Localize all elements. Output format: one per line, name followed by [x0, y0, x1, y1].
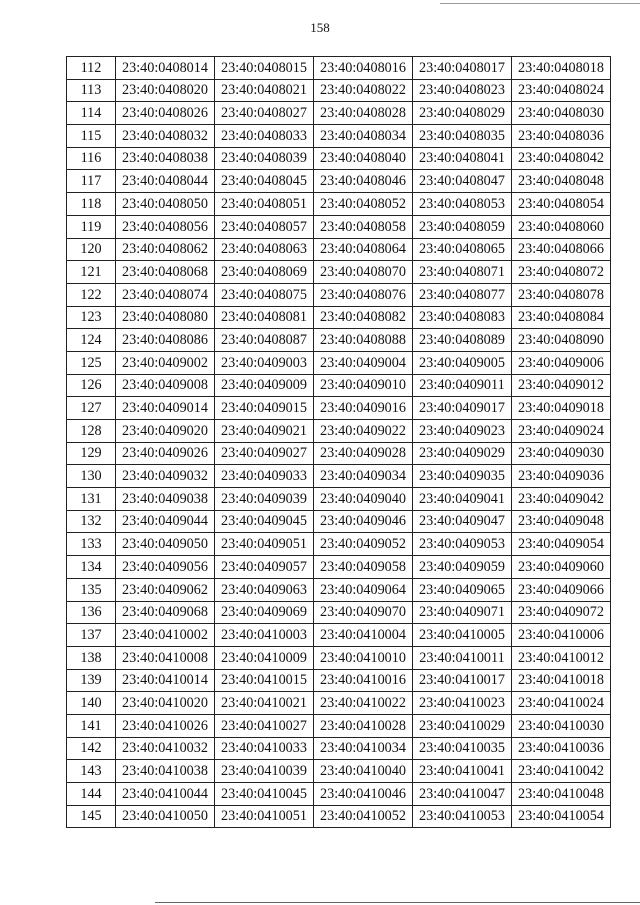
cadastral-number-cell: 23:40:0408076	[314, 283, 413, 306]
row-number-cell: 126	[67, 374, 116, 397]
cadastral-number-cell: 23:40:0409005	[413, 351, 512, 374]
cadastral-number-cell: 23:40:0409048	[512, 510, 611, 533]
cadastral-number-cell: 23:40:0409044	[116, 510, 215, 533]
cadastral-number-cell: 23:40:0409033	[215, 465, 314, 488]
cadastral-number-cell: 23:40:0410011	[413, 646, 512, 669]
cadastral-number-cell: 23:40:0409063	[215, 578, 314, 601]
row-number-cell: 143	[67, 760, 116, 783]
table-row	[67, 646, 611, 669]
cadastral-number-cell: 23:40:0410022	[314, 692, 413, 715]
cadastral-number-cell: 23:40:0410052	[314, 805, 413, 828]
cadastral-number-cell: 23:40:0408090	[512, 329, 611, 352]
cadastral-number-cell: 23:40:0409027	[215, 442, 314, 465]
table-row	[67, 510, 611, 533]
cadastral-number-cell: 23:40:0409040	[314, 488, 413, 511]
cadastral-number-cell: 23:40:0410029	[413, 714, 512, 737]
table-row	[67, 306, 611, 329]
cadastral-number-cell: 23:40:0408054	[512, 193, 611, 216]
cadastral-number-cell: 23:40:0409034	[314, 465, 413, 488]
cadastral-number-cell: 23:40:0409042	[512, 488, 611, 511]
cadastral-number-cell: 23:40:0410010	[314, 646, 413, 669]
cadastral-number-cell: 23:40:0409051	[215, 533, 314, 556]
cadastral-number-cell: 23:40:0408017	[413, 57, 512, 80]
cadastral-number-cell: 23:40:0408083	[413, 306, 512, 329]
cadastral-number-cell: 23:40:0410032	[116, 737, 215, 760]
cadastral-number-cell: 23:40:0408064	[314, 238, 413, 261]
cadastral-number-cell: 23:40:0408078	[512, 283, 611, 306]
page-number: 158	[310, 20, 330, 35]
row-number-cell: 114	[67, 102, 116, 125]
row-number-cell: 142	[67, 737, 116, 760]
cadastral-number-cell: 23:40:0408072	[512, 261, 611, 284]
cadastral-number-cell: 23:40:0409029	[413, 442, 512, 465]
row-number-cell: 121	[67, 261, 116, 284]
cadastral-number-cell: 23:40:0409022	[314, 420, 413, 443]
cadastral-number-cell: 23:40:0410042	[512, 760, 611, 783]
cadastral-number-cell: 23:40:0410023	[413, 692, 512, 715]
cadastral-number-cell: 23:40:0408026	[116, 102, 215, 125]
cadastral-number-cell: 23:40:0408084	[512, 306, 611, 329]
table-row	[67, 57, 611, 80]
row-number-cell: 112	[67, 57, 116, 80]
cadastral-number-cell: 23:40:0409053	[413, 533, 512, 556]
cadastral-number-cell: 23:40:0410053	[413, 805, 512, 828]
cadastral-number-cell: 23:40:0408070	[314, 261, 413, 284]
cadastral-number-cell: 23:40:0408042	[512, 147, 611, 170]
cadastral-number-cell: 23:40:0409017	[413, 397, 512, 420]
cadastral-number-cell: 23:40:0409057	[215, 556, 314, 579]
cadastral-number-cell: 23:40:0408023	[413, 79, 512, 102]
cadastral-number-cell: 23:40:0409046	[314, 510, 413, 533]
cadastral-number-cell: 23:40:0408029	[413, 102, 512, 125]
cadastral-number-cell: 23:40:0408052	[314, 193, 413, 216]
cadastral-number-cell: 23:40:0409035	[413, 465, 512, 488]
cadastral-number-cell: 23:40:0408046	[314, 170, 413, 193]
cadastral-number-cell: 23:40:0408075	[215, 283, 314, 306]
cadastral-number-cell: 23:40:0408082	[314, 306, 413, 329]
table-row	[67, 193, 611, 216]
row-number-cell: 144	[67, 783, 116, 806]
table-row	[67, 556, 611, 579]
cadastral-number-cell: 23:40:0409052	[314, 533, 413, 556]
cadastral-number-cell: 23:40:0410005	[413, 624, 512, 647]
row-number-cell: 120	[67, 238, 116, 261]
cadastral-number-cell: 23:40:0408053	[413, 193, 512, 216]
cadastral-number-cell: 23:40:0408027	[215, 102, 314, 125]
cadastral-number-cell: 23:40:0409016	[314, 397, 413, 420]
cadastral-number-cell: 23:40:0409068	[116, 601, 215, 624]
cadastral-number-cell: 23:40:0409041	[413, 488, 512, 511]
cadastral-number-cell: 23:40:0408028	[314, 102, 413, 125]
row-number-cell: 118	[67, 193, 116, 216]
row-number-cell: 141	[67, 714, 116, 737]
cadastral-number-cell: 23:40:0410033	[215, 737, 314, 760]
cadastral-number-cell: 23:40:0409018	[512, 397, 611, 420]
cadastral-number-cell: 23:40:0409071	[413, 601, 512, 624]
cadastral-number-cell: 23:40:0410027	[215, 714, 314, 737]
cadastral-number-cell: 23:40:0408086	[116, 329, 215, 352]
cadastral-number-cell: 23:40:0409065	[413, 578, 512, 601]
cadastral-number-cell: 23:40:0410050	[116, 805, 215, 828]
row-number-cell: 124	[67, 329, 116, 352]
cadastral-number-cell: 23:40:0408071	[413, 261, 512, 284]
row-number-cell: 123	[67, 306, 116, 329]
table-row	[67, 714, 611, 737]
bottom-edge-rule	[155, 902, 640, 903]
cadastral-number-cell: 23:40:0408040	[314, 147, 413, 170]
cadastral-number-cell: 23:40:0410045	[215, 783, 314, 806]
table-row	[67, 669, 611, 692]
cadastral-table	[66, 56, 611, 828]
cadastral-number-cell: 23:40:0408022	[314, 79, 413, 102]
row-number-cell: 129	[67, 442, 116, 465]
row-number-cell: 127	[67, 397, 116, 420]
cadastral-number-cell: 23:40:0410036	[512, 737, 611, 760]
cadastral-number-cell: 23:40:0410035	[413, 737, 512, 760]
row-number-cell: 115	[67, 125, 116, 148]
row-number-cell: 134	[67, 556, 116, 579]
cadastral-number-cell: 23:40:0409058	[314, 556, 413, 579]
cadastral-number-cell: 23:40:0408030	[512, 102, 611, 125]
cadastral-number-cell: 23:40:0408081	[215, 306, 314, 329]
cadastral-number-cell: 23:40:0408077	[413, 283, 512, 306]
cadastral-number-cell: 23:40:0408048	[512, 170, 611, 193]
cadastral-number-cell: 23:40:0409054	[512, 533, 611, 556]
table-row	[67, 147, 611, 170]
cadastral-number-cell: 23:40:0408033	[215, 125, 314, 148]
table-row	[67, 283, 611, 306]
cadastral-number-cell: 23:40:0408014	[116, 57, 215, 80]
row-number-cell: 130	[67, 465, 116, 488]
cadastral-number-cell: 23:40:0410048	[512, 783, 611, 806]
row-number-cell: 122	[67, 283, 116, 306]
cadastral-number-cell: 23:40:0410018	[512, 669, 611, 692]
cadastral-number-cell: 23:40:0409070	[314, 601, 413, 624]
cadastral-number-cell: 23:40:0409010	[314, 374, 413, 397]
cadastral-number-cell: 23:40:0410008	[116, 646, 215, 669]
cadastral-number-cell: 23:40:0409050	[116, 533, 215, 556]
row-number-cell: 145	[67, 805, 116, 828]
cadastral-number-cell: 23:40:0409036	[512, 465, 611, 488]
cadastral-number-cell: 23:40:0410046	[314, 783, 413, 806]
cadastral-number-cell: 23:40:0409023	[413, 420, 512, 443]
cadastral-number-cell: 23:40:0410026	[116, 714, 215, 737]
table-row	[67, 215, 611, 238]
cadastral-number-cell: 23:40:0408035	[413, 125, 512, 148]
cadastral-number-cell: 23:40:0408063	[215, 238, 314, 261]
row-number-cell: 133	[67, 533, 116, 556]
cadastral-number-cell: 23:40:0409039	[215, 488, 314, 511]
row-number-cell: 140	[67, 692, 116, 715]
table-row	[67, 238, 611, 261]
cadastral-number-cell: 23:40:0410051	[215, 805, 314, 828]
table-row	[67, 261, 611, 284]
cadastral-number-cell: 23:40:0408032	[116, 125, 215, 148]
row-number-cell: 119	[67, 215, 116, 238]
cadastral-number-cell: 23:40:0408039	[215, 147, 314, 170]
cadastral-number-cell: 23:40:0409003	[215, 351, 314, 374]
table-row	[67, 125, 611, 148]
cadastral-number-cell: 23:40:0410012	[512, 646, 611, 669]
cadastral-number-cell: 23:40:0408018	[512, 57, 611, 80]
cadastral-number-cell: 23:40:0410041	[413, 760, 512, 783]
cadastral-number-cell: 23:40:0408021	[215, 79, 314, 102]
table-row	[67, 624, 611, 647]
table-row	[67, 79, 611, 102]
row-number-cell: 117	[67, 170, 116, 193]
cadastral-number-cell: 23:40:0408065	[413, 238, 512, 261]
table-row	[67, 102, 611, 125]
cadastral-number-cell: 23:40:0410039	[215, 760, 314, 783]
cadastral-number-cell: 23:40:0409064	[314, 578, 413, 601]
table-row	[67, 601, 611, 624]
table-row	[67, 760, 611, 783]
cadastral-number-cell: 23:40:0408020	[116, 79, 215, 102]
top-edge-rule	[440, 3, 640, 4]
cadastral-number-cell: 23:40:0408087	[215, 329, 314, 352]
cadastral-number-cell: 23:40:0409021	[215, 420, 314, 443]
row-number-cell: 139	[67, 669, 116, 692]
table-row	[67, 533, 611, 556]
cadastral-number-cell: 23:40:0408045	[215, 170, 314, 193]
cadastral-number-cell: 23:40:0409015	[215, 397, 314, 420]
cadastral-number-cell: 23:40:0408056	[116, 215, 215, 238]
table-row	[67, 442, 611, 465]
cadastral-number-cell: 23:40:0409006	[512, 351, 611, 374]
cadastral-number-cell: 23:40:0408036	[512, 125, 611, 148]
table-row	[67, 578, 611, 601]
cadastral-number-cell: 23:40:0408024	[512, 79, 611, 102]
cadastral-number-cell: 23:40:0408038	[116, 147, 215, 170]
table-row	[67, 783, 611, 806]
cadastral-number-cell: 23:40:0410024	[512, 692, 611, 715]
cadastral-number-cell: 23:40:0409062	[116, 578, 215, 601]
cadastral-number-cell: 23:40:0408089	[413, 329, 512, 352]
cadastral-number-cell: 23:40:0410020	[116, 692, 215, 715]
table-body	[67, 57, 611, 828]
cadastral-number-cell: 23:40:0409020	[116, 420, 215, 443]
row-number-cell: 137	[67, 624, 116, 647]
cadastral-number-cell: 23:40:0410014	[116, 669, 215, 692]
cadastral-number-cell: 23:40:0409056	[116, 556, 215, 579]
cadastral-number-cell: 23:40:0409038	[116, 488, 215, 511]
cadastral-number-cell: 23:40:0410038	[116, 760, 215, 783]
row-number-cell: 128	[67, 420, 116, 443]
table-row	[67, 420, 611, 443]
cadastral-number-cell: 23:40:0408015	[215, 57, 314, 80]
cadastral-number-cell: 23:40:0408034	[314, 125, 413, 148]
row-number-cell: 136	[67, 601, 116, 624]
cadastral-number-cell: 23:40:0409004	[314, 351, 413, 374]
cadastral-number-cell: 23:40:0408068	[116, 261, 215, 284]
cadastral-number-cell: 23:40:0410015	[215, 669, 314, 692]
cadastral-number-cell: 23:40:0408050	[116, 193, 215, 216]
cadastral-number-cell: 23:40:0409032	[116, 465, 215, 488]
table-row	[67, 488, 611, 511]
row-number-cell: 132	[67, 510, 116, 533]
cadastral-number-cell: 23:40:0408016	[314, 57, 413, 80]
cadastral-number-cell: 23:40:0408074	[116, 283, 215, 306]
cadastral-number-cell: 23:40:0410028	[314, 714, 413, 737]
cadastral-number-cell: 23:40:0410047	[413, 783, 512, 806]
cadastral-number-cell: 23:40:0410009	[215, 646, 314, 669]
cadastral-number-cell: 23:40:0410004	[314, 624, 413, 647]
cadastral-number-cell: 23:40:0409060	[512, 556, 611, 579]
cadastral-number-cell: 23:40:0410003	[215, 624, 314, 647]
cadastral-number-cell: 23:40:0410021	[215, 692, 314, 715]
cadastral-number-cell: 23:40:0408058	[314, 215, 413, 238]
cadastral-number-cell: 23:40:0409011	[413, 374, 512, 397]
cadastral-number-cell: 23:40:0408062	[116, 238, 215, 261]
table-row	[67, 465, 611, 488]
cadastral-number-cell: 23:40:0410016	[314, 669, 413, 692]
cadastral-number-cell: 23:40:0408051	[215, 193, 314, 216]
table-row	[67, 374, 611, 397]
cadastral-number-cell: 23:40:0410040	[314, 760, 413, 783]
cadastral-number-cell: 23:40:0408069	[215, 261, 314, 284]
cadastral-number-cell: 23:40:0410006	[512, 624, 611, 647]
cadastral-number-cell: 23:40:0409045	[215, 510, 314, 533]
cadastral-number-cell: 23:40:0408066	[512, 238, 611, 261]
cadastral-number-cell: 23:40:0409030	[512, 442, 611, 465]
cadastral-number-cell: 23:40:0409066	[512, 578, 611, 601]
table-row	[67, 397, 611, 420]
cadastral-number-cell: 23:40:0408041	[413, 147, 512, 170]
row-number-cell: 138	[67, 646, 116, 669]
cadastral-number-cell: 23:40:0408060	[512, 215, 611, 238]
cadastral-number-cell: 23:40:0409072	[512, 601, 611, 624]
cadastral-number-cell: 23:40:0410054	[512, 805, 611, 828]
row-number-cell: 131	[67, 488, 116, 511]
cadastral-number-cell: 23:40:0409008	[116, 374, 215, 397]
cadastral-number-cell: 23:40:0409069	[215, 601, 314, 624]
cadastral-number-cell: 23:40:0409047	[413, 510, 512, 533]
table-row	[67, 737, 611, 760]
row-number-cell: 125	[67, 351, 116, 374]
cadastral-number-cell: 23:40:0409059	[413, 556, 512, 579]
cadastral-number-cell: 23:40:0409014	[116, 397, 215, 420]
table-row	[67, 170, 611, 193]
cadastral-number-cell: 23:40:0408088	[314, 329, 413, 352]
cadastral-number-cell: 23:40:0408047	[413, 170, 512, 193]
cadastral-number-cell: 23:40:0409009	[215, 374, 314, 397]
table-row	[67, 351, 611, 374]
cadastral-number-cell: 23:40:0408057	[215, 215, 314, 238]
row-number-cell: 135	[67, 578, 116, 601]
row-number-cell: 113	[67, 79, 116, 102]
cadastral-number-cell: 23:40:0408080	[116, 306, 215, 329]
cadastral-number-cell: 23:40:0409026	[116, 442, 215, 465]
cadastral-number-cell: 23:40:0410044	[116, 783, 215, 806]
table-row	[67, 692, 611, 715]
cadastral-number-cell: 23:40:0410034	[314, 737, 413, 760]
cadastral-number-cell: 23:40:0409002	[116, 351, 215, 374]
row-number-cell: 116	[67, 147, 116, 170]
cadastral-number-cell: 23:40:0408059	[413, 215, 512, 238]
cadastral-number-cell: 23:40:0409024	[512, 420, 611, 443]
cadastral-number-cell: 23:40:0409012	[512, 374, 611, 397]
cadastral-number-cell: 23:40:0410017	[413, 669, 512, 692]
cadastral-number-cell: 23:40:0409028	[314, 442, 413, 465]
cadastral-number-cell: 23:40:0408044	[116, 170, 215, 193]
table-row	[67, 805, 611, 828]
table-row	[67, 329, 611, 352]
cadastral-number-cell: 23:40:0410030	[512, 714, 611, 737]
cadastral-number-cell: 23:40:0410002	[116, 624, 215, 647]
